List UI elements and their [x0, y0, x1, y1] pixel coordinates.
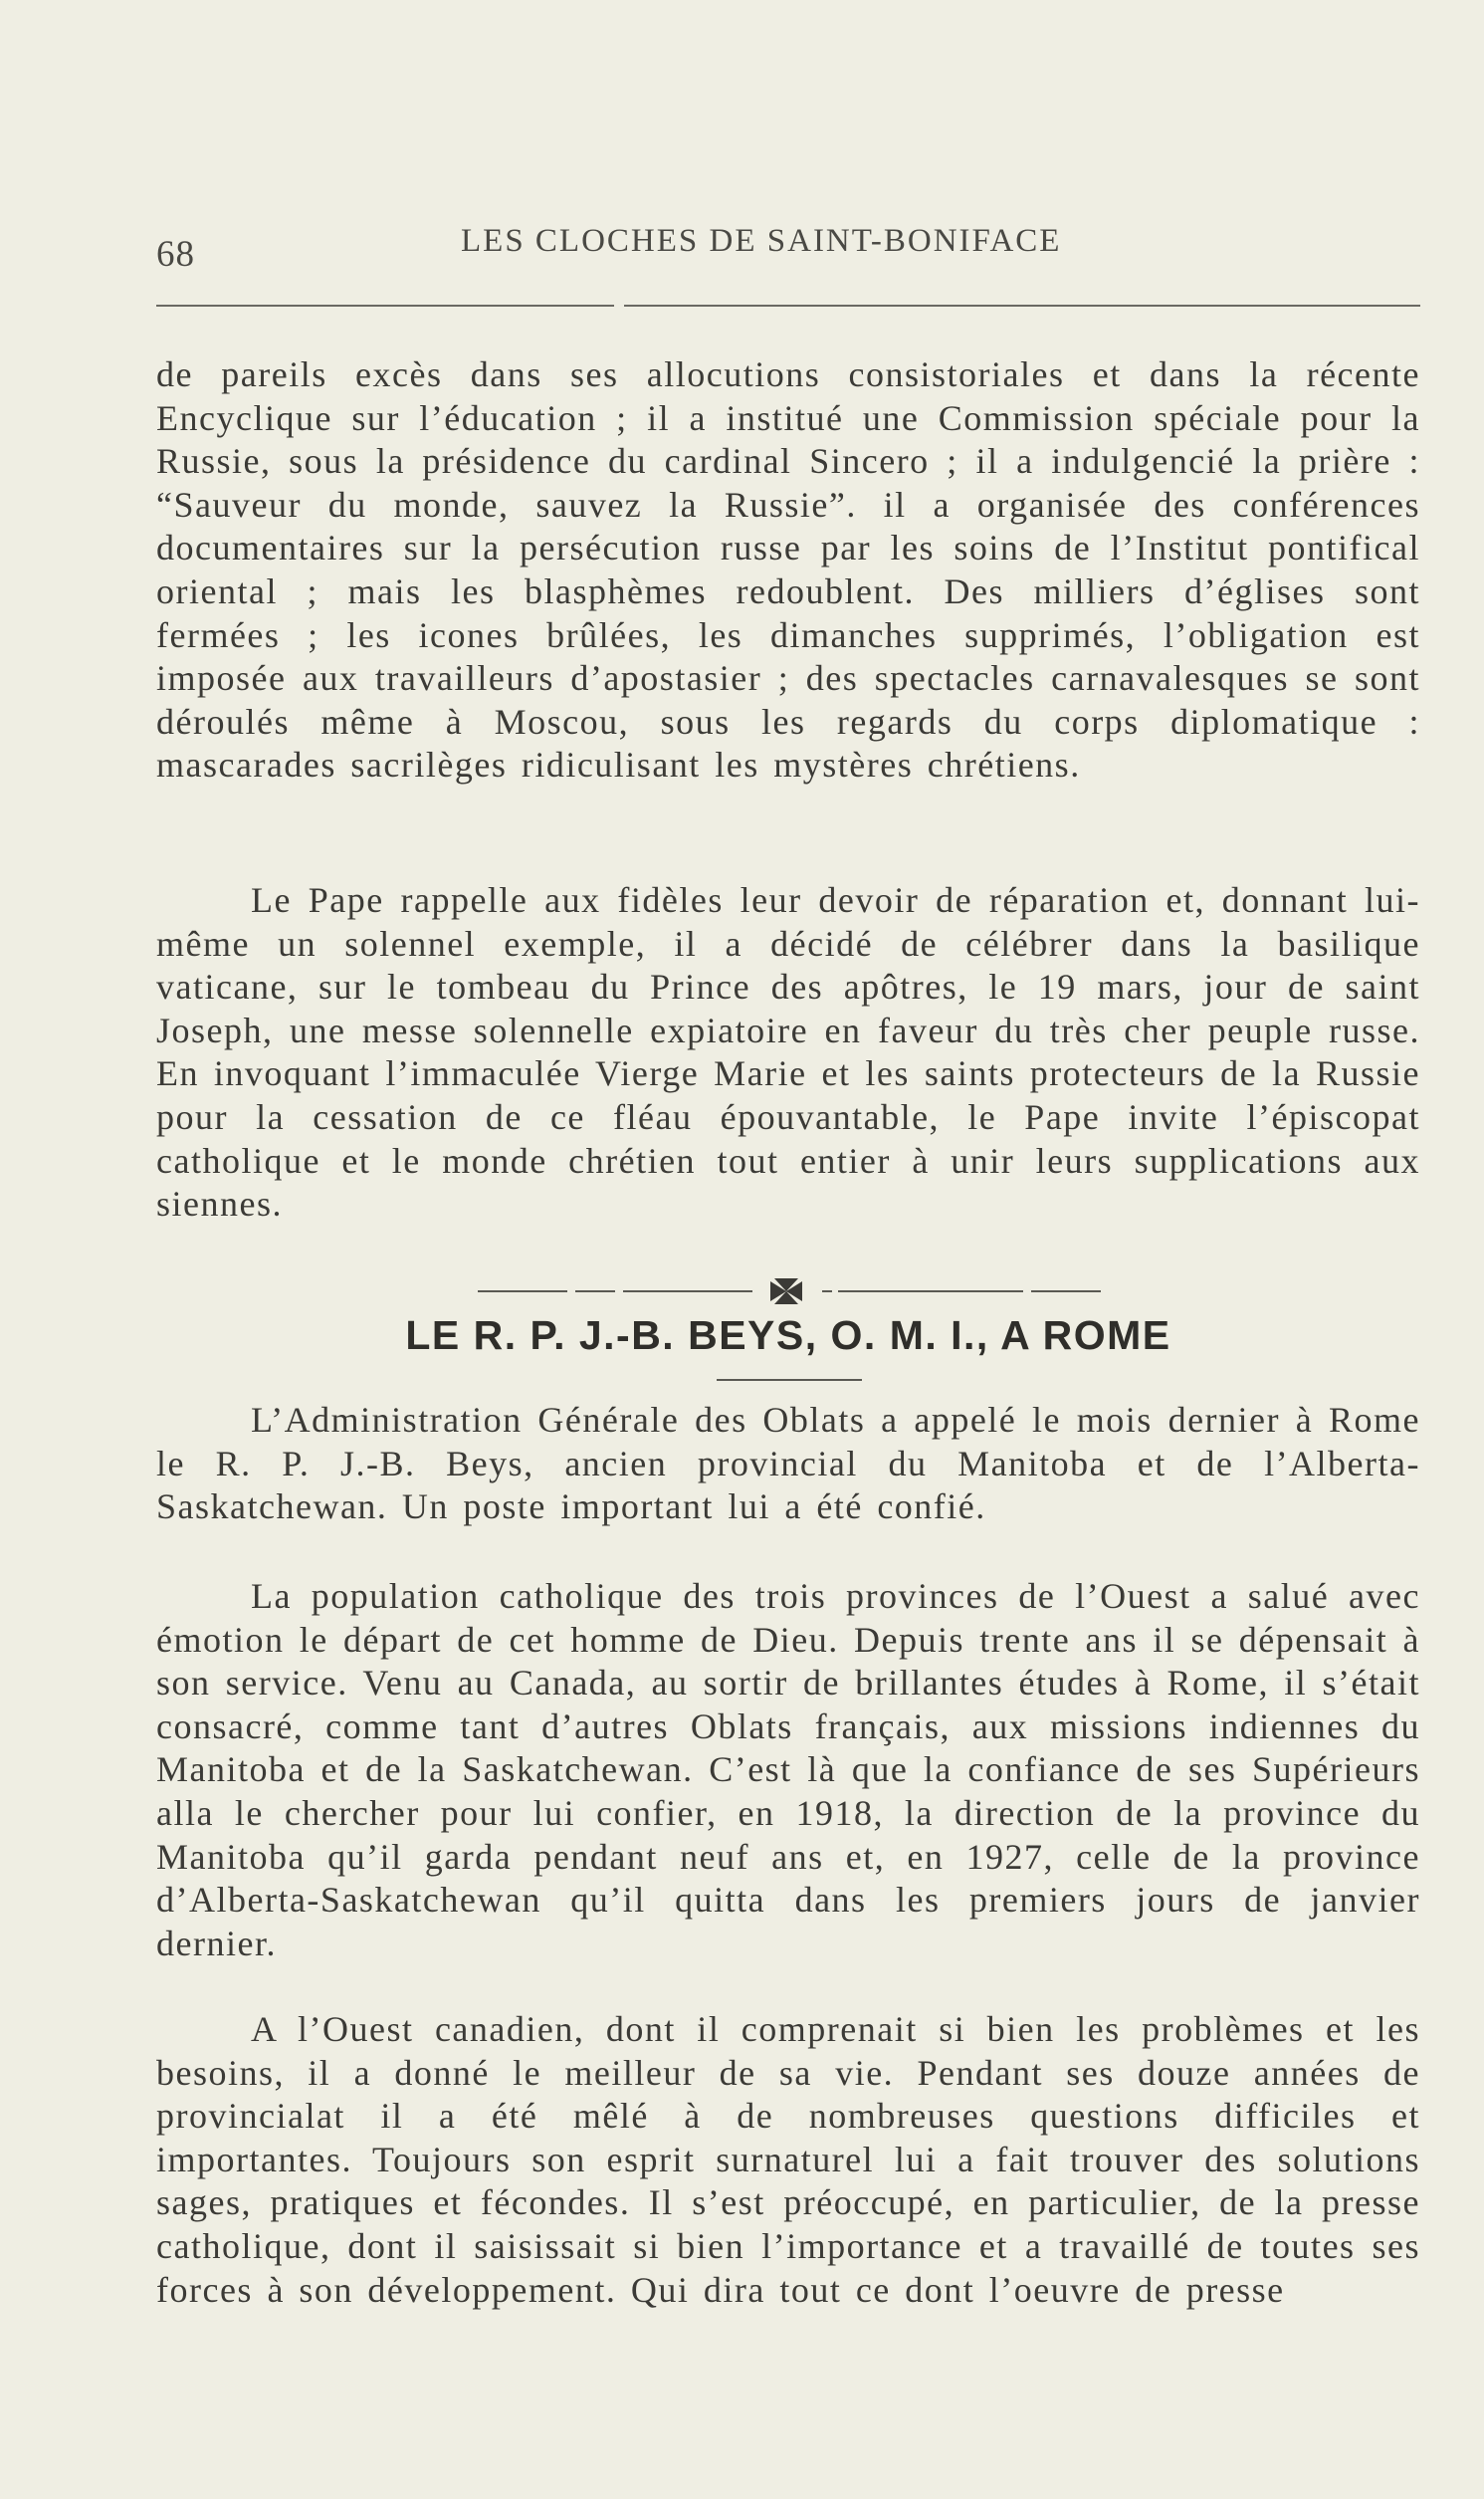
ornament-line-left	[478, 1290, 567, 1292]
article-paragraph: La population catholique des trois provinces de l’Ouest a salué avec émotion le départ de cet homme de Dieu. Depuis trente ans il se dépensait à son service. Venu au Canada, au sortir de brillantes études à Rome, il s’était consacré, comme tant d’autres Oblats français, aux missions indiennes du Manitoba et de la Saskatchewan. C’est là que la confiance de ses Supérieurs alla le chercher pour lui confier, en 1918, la direction de la province du Manitoba qu’il garda pendant neuf ans et, en 1927, celle de la province d’Alberta-Saskatchewan qu’il quitta dans les premiers jours de janvier dernier.	[156, 1576, 1420, 1963]
ornament-line-right	[822, 1290, 832, 1292]
ornament-line-left	[623, 1290, 752, 1292]
ornament-line-left	[575, 1290, 615, 1292]
cross-pattee-icon	[768, 1276, 804, 1306]
section-ornament	[478, 1276, 1101, 1306]
running-head: LES CLOCHES DE SAINT-BONIFACE	[461, 223, 1062, 259]
article-paragraph: A l’Ouest canadien, dont il comprenait si bien les problèmes et les besoins, il a donné le meilleur de sa vie. Pendant ses douze années de provincialat il a été mêlé à de nombreuses questions difficiles et importantes. Toujours son esprit surnaturel lui a fait trouver des solutions sages, pratiques et fécondes. Il s’est préoccupé, en particulier, de la presse catholique, dont il saisissait si bien l’importance et a travaillé de toutes ses forces à son développement. Qui dira tout ce dont l’oeuvre de presse	[156, 2009, 1420, 2310]
article-title: LE R. P. J.-B. BEYS, O. M. I., A ROME	[405, 1312, 1171, 1358]
article-paragraph: L’Administration Générale des Oblats a appelé le mois dernier à Rome le R. P. J.-B. Beys, ancien provincial du Manitoba et de l’Alberta-Saskatchewan. Un poste important lui a été confié.	[156, 1400, 1420, 1527]
ornament-line-right	[838, 1290, 1023, 1292]
header-rule	[156, 305, 1420, 307]
title-rule	[717, 1379, 862, 1381]
ornament-line-right	[1031, 1290, 1101, 1292]
header-rule-gap	[614, 299, 624, 311]
paragraph-pope-reparation: Le Pape rappelle aux fidèles leur devoir de réparation et, donnant lui-même un solennel exemple, il a décidé de célébrer dans la basilique vaticane, sur le tombeau du Prince des apôtres, le 19 mars, jour de saint Joseph, une messe solennelle expiatoire en faveur du très cher peuple russe. En invoquant l’immaculée Vierge Marie et les saints protecteurs de la Russie pour la cessation de ce fléau épouvantable, le Pape invite l’épiscopat catholique et le monde chrétien tout entier à unir leurs supplications aux siennes.	[156, 880, 1420, 1225]
page-number: 68	[156, 234, 195, 275]
paragraph-continued: de pareils excès dans ses allocutions consistoriales et dans la récente Encyclique sur l’éducation ; il a institué une Commission spéciale pour la Russie, sous la présidence du cardinal Sincero ; il a indulgencié la prière : “Sauveur du monde, sauvez la Russie”. il a organisée des conférences documentaires sur la persécution russe par les soins de l’Institut pontifical oriental ; mais les blasphèmes redoublent. Des milliers d’églises sont fermées ; les icones brûlées, les dimanches supprimés, l’obligation est imposée aux travailleurs d’apostasier ; des spectacles carnavalesques se sont déroulés même à Moscou, sous les regards du corps diplomatique : mascarades sacrilèges ridiculisant les mystères chrétiens.	[156, 354, 1420, 786]
